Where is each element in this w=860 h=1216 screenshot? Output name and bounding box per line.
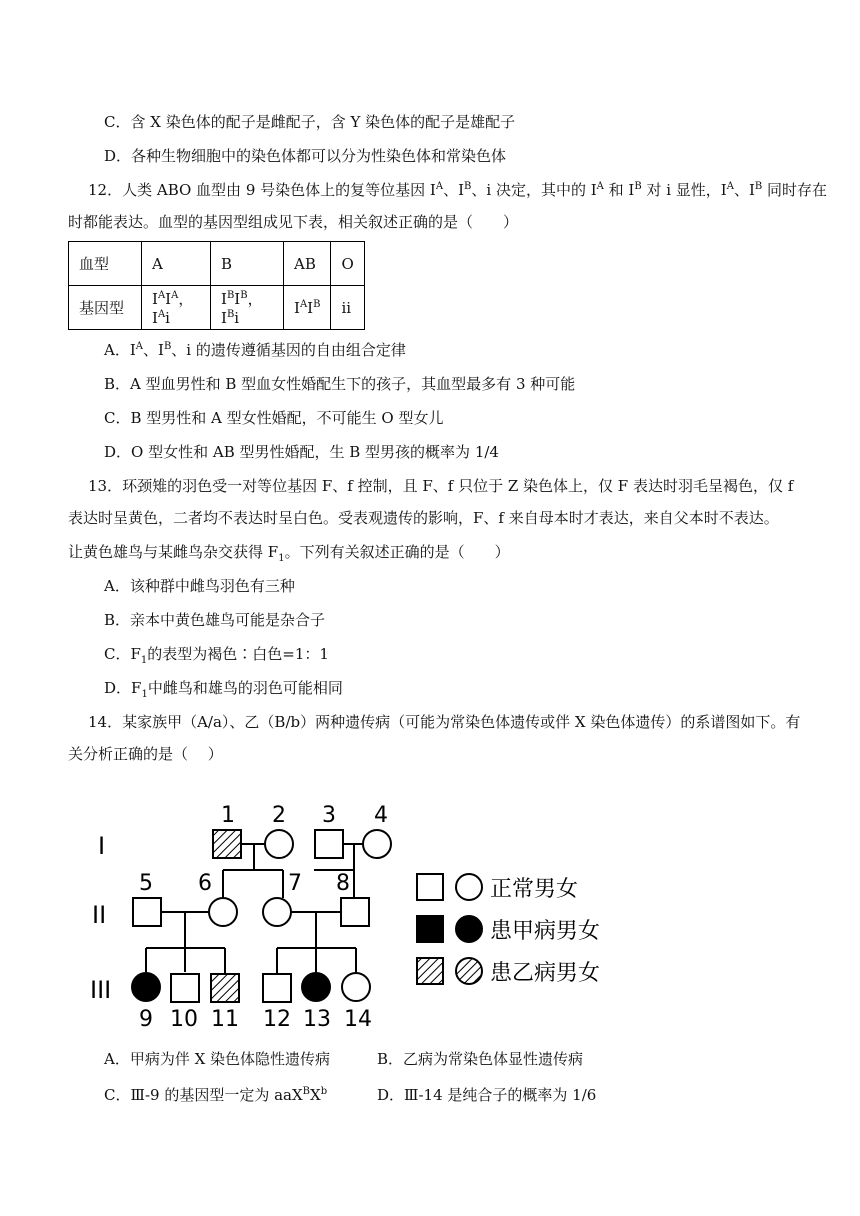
individual-10: [171, 974, 199, 1002]
individual-number: 9: [139, 1007, 153, 1032]
individual-4: [363, 830, 391, 858]
q12-stem-line1: 12．人类 ABO 血型由 9 号染色体上的复等位基因 $I^A$、$I^B$、i 决定，其中的 $I^A$ 和 $I^B$ 对 i 显性，$I^A$、$I^B$ 同时存在: [88, 181, 828, 199]
q14-stem-line1: 14．某家族甲（A/a）、乙（B/b）两种遗传病（可能为常染色体遗传或伴 X 染色体遗传）的系谱图如下。有: [88, 713, 801, 731]
legend-label: 患乙病男女: [490, 961, 601, 986]
table-cell: A: [142, 242, 211, 286]
legend-normal-male: [417, 874, 443, 900]
table-row: [69, 286, 365, 330]
legend-disease-b-female: [456, 958, 482, 984]
individual-number: 6: [198, 871, 212, 896]
individual-9: [132, 973, 160, 1001]
individual-number: 4: [374, 803, 388, 828]
legend-disease-a-female: [456, 916, 482, 942]
q11-option-d: D．各种生物细胞中的染色体都可以分为性染色体和常染色体: [104, 147, 507, 165]
individual-number: 12: [263, 1007, 291, 1032]
individual-6: [209, 898, 237, 926]
table-cell: 基因型: [69, 286, 142, 330]
individual-number: 1: [221, 803, 235, 828]
generation-label: I: [98, 832, 106, 860]
table-cell: O: [331, 242, 364, 286]
table-cell: 血型: [69, 242, 142, 286]
individual-number: 8: [336, 871, 350, 896]
q13-stem-line2: 表达时呈黄色，二者均不表达时呈白色。受表观遗传的影响，F、f 来自母本时才表达，来自父本时不表达。: [68, 509, 779, 527]
legend-disease-a-male: [417, 916, 443, 942]
q12-option-b: B．A 型血男性和 B 型血女性婚配生下的孩子，其血型最多有 3 种可能: [104, 375, 576, 393]
q14-option-d: D．Ⅲ-14 是纯合子的概率为 1/6: [377, 1086, 597, 1104]
individual-number: 13: [303, 1007, 331, 1032]
q12-option-c: C．B 型男性和 A 型女性婚配，不可能生 O 型女儿: [104, 409, 444, 427]
q13-option-b: B．亲本中黄色雄鸟可能是杂合子: [104, 611, 326, 629]
individual-12: [263, 974, 291, 1002]
table-cell: AB: [284, 242, 331, 286]
q13-option-a: A．该种群中雌鸟羽色有三种: [104, 577, 295, 595]
individual-14: [342, 973, 370, 1001]
legend-normal-female: [456, 874, 482, 900]
individual-3: [315, 830, 343, 858]
individual-7: [263, 898, 291, 926]
individual-11: [211, 974, 239, 1002]
q13-option-c: C．$F_1$的表型为褐色∶白色=1：1: [104, 645, 329, 666]
table-cell: B: [211, 242, 284, 286]
pedigree-legend: [417, 874, 600, 986]
individual-1: [213, 830, 241, 858]
individual-5: [133, 898, 161, 926]
q11-option-c: C．含 X 染色体的配子是雌配子，含 Y 染色体的配子是雄配子: [104, 113, 516, 131]
table-cell: $I^AI^A$，$I^Ai$: [142, 286, 211, 330]
q13-option-d: D．$F_1$中雌鸟和雄鸟的羽色可能相同: [104, 679, 343, 700]
individual-number: 14: [344, 1007, 372, 1032]
individual-number: 7: [288, 871, 302, 896]
table-cell: ii: [331, 286, 364, 330]
q12-option-a: A．$I^A$、$I^B$、i 的遗传遵循基因的自由组合定律: [104, 341, 406, 359]
individual-2: [265, 830, 293, 858]
individual-8: [341, 898, 369, 926]
q14-option-b: B．乙病为常染色体显性遗传病: [377, 1050, 584, 1068]
generation-label: III: [90, 976, 112, 1004]
individual-number: 2: [272, 803, 286, 828]
pedigree-diagram: [80, 790, 640, 1035]
blood-type-table: [68, 241, 365, 330]
table-row: [69, 242, 365, 286]
generation-label: II: [92, 901, 107, 929]
legend-label: 患甲病男女: [490, 919, 601, 944]
q12-option-d: D．O 型女性和 AB 型男性婚配，生 B 型男孩的概率为 1/4: [104, 443, 499, 461]
q13-stem-line3: 让黄色雄鸟与某雌鸟杂交获得 $F_1$。下列有关叙述正确的是（ ）: [68, 543, 510, 564]
individual-number: 10: [170, 1007, 198, 1032]
q12-stem-line2: 时都能表达。血型的基因型组成见下表，相关叙述正确的是（ ）: [68, 213, 519, 231]
individual-13: [302, 973, 330, 1001]
individual-number: 11: [211, 1007, 239, 1032]
individual-number: 3: [322, 803, 336, 828]
q14-stem-line2: 关分析正确的是（ ）: [68, 745, 223, 763]
legend-disease-b-male: [417, 958, 443, 984]
individual-number: 5: [139, 871, 153, 896]
legend-label: 正常男女: [490, 877, 579, 902]
q13-stem-line1: 13．环颈雉的羽色受一对等位基因 F、f 控制，且 F、f 只位于 Z 染色体上，仅 F 表达时羽毛呈褐色，仅 f: [88, 477, 794, 495]
table-cell: $I^AI^B$: [284, 286, 331, 330]
table-cell: $I^BI^B$，$I^Bi$: [211, 286, 284, 330]
q14-option-c: C．Ⅲ-9 的基因型一定为 $aaX^BX^b$: [104, 1086, 328, 1104]
q14-option-a: A．甲病为伴 X 染色体隐性遗传病: [104, 1050, 331, 1068]
